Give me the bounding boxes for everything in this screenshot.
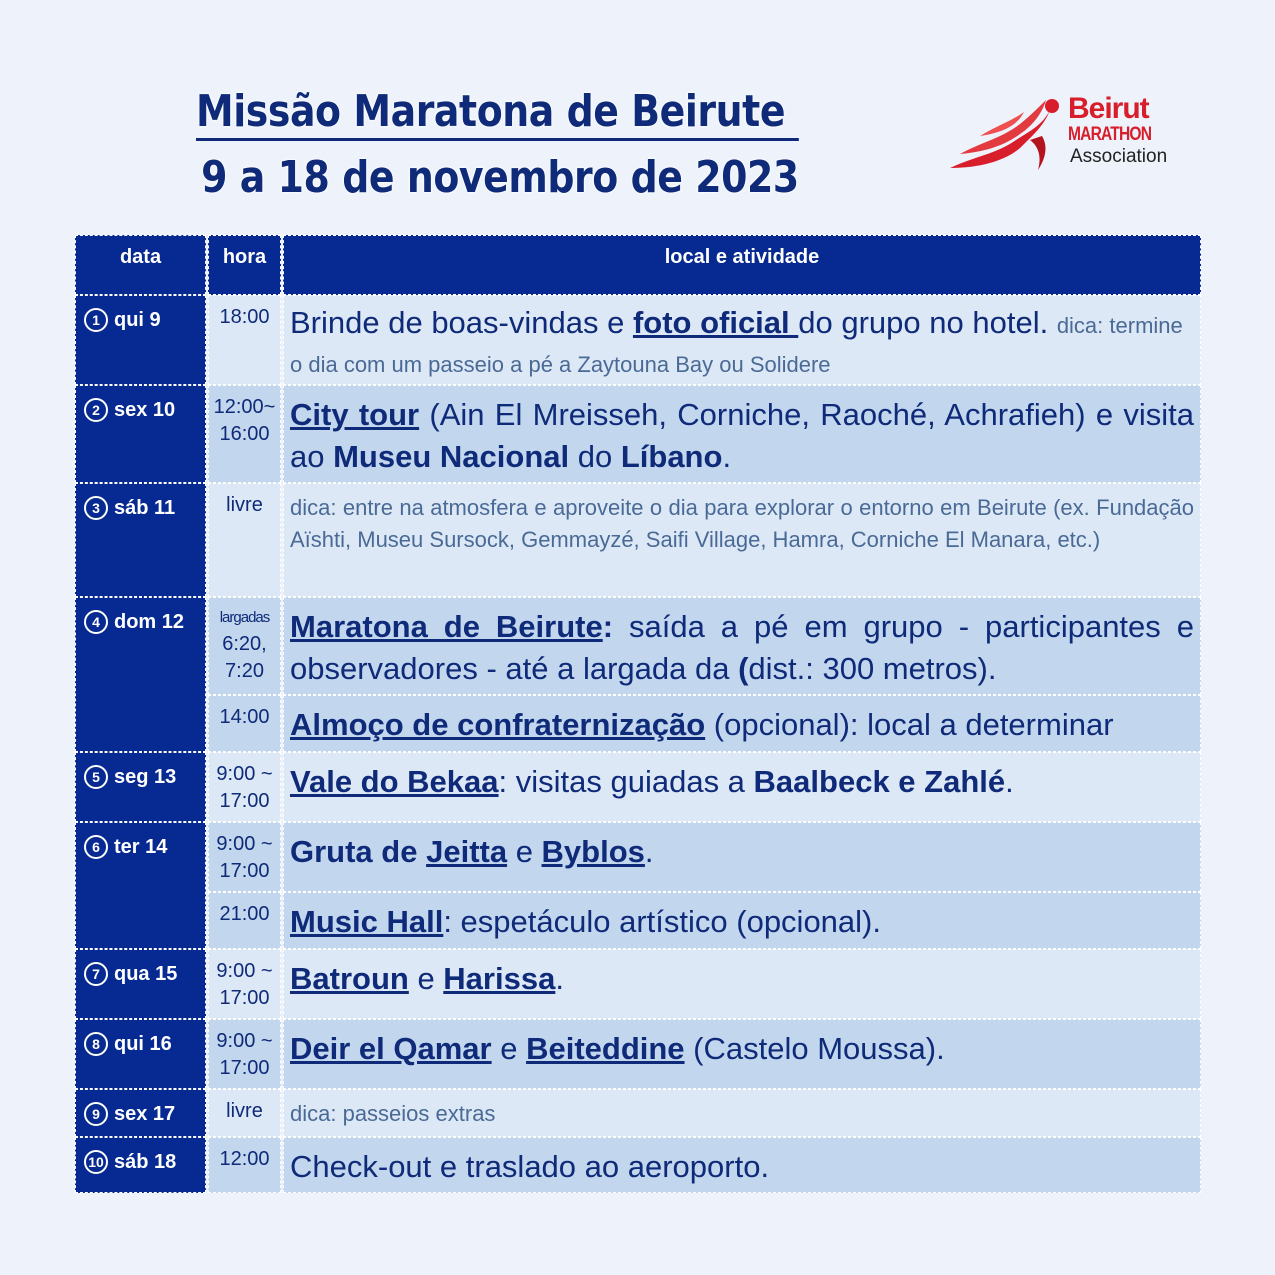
activity-cell — [283, 597, 1201, 695]
day-number-badge: 5 — [84, 765, 108, 789]
activity-text: Gruta de — [290, 834, 427, 869]
time-label: 21:00 — [219, 903, 270, 925]
runner-flame-icon — [946, 96, 1066, 176]
date-cell — [75, 1137, 206, 1193]
activity-link: Deir el Qamar — [290, 1031, 492, 1066]
logo-text-beirut: Beirut — [1068, 92, 1149, 125]
time-cell — [208, 1089, 281, 1137]
activity-text: dist.: 300 metros). — [748, 651, 997, 686]
activity-cell — [283, 483, 1201, 597]
activity-link: Byblos — [541, 834, 645, 869]
activity-text: saída a pé em grupo - participantes e observadores - até a largada da — [290, 609, 1194, 686]
date-cell — [75, 597, 206, 752]
header-activity: local e atividade — [283, 235, 1201, 295]
date-cell — [75, 295, 206, 385]
day-number-badge: 1 — [84, 308, 108, 332]
activity-text: . — [644, 834, 654, 869]
time-label: 9:00 ~ — [216, 1030, 273, 1052]
time-label: largadas — [219, 609, 270, 626]
activity-tip: dica: termine o dia com um passeio a pé a Zaytouna Bay ou Solidere — [290, 313, 1183, 377]
date-cell — [75, 822, 206, 949]
table-row — [75, 949, 1201, 1019]
page-title — [196, 82, 799, 208]
time-label: 17:00 — [219, 1057, 270, 1079]
activity-link: Almoço de confraternização — [290, 707, 706, 742]
day-number-badge: 6 — [84, 835, 108, 859]
time-label: 6:20, — [222, 633, 267, 655]
activity-text: . — [555, 961, 564, 996]
activity-link: Music Hall — [290, 904, 444, 939]
time-cell — [208, 385, 281, 483]
time-cell — [208, 752, 281, 822]
activity-link: Harissa — [443, 961, 556, 996]
day-number-badge: 10 — [84, 1150, 108, 1174]
day-label: sáb 11 — [114, 497, 176, 519]
activity-cell — [283, 822, 1201, 892]
table-row — [75, 385, 1201, 483]
activity-cell — [283, 295, 1201, 385]
activity-highlight: Baalbeck e Zahlé — [753, 764, 1006, 799]
day-number-badge: 7 — [84, 962, 108, 986]
activity-tip: dica: entre na atmosfera e aproveite o dia para explorar o entorno em Beirute (ex. Fundação Aïshti, Museu Sursock, Gemmayzé, Saifi Village, Hamra, Corniche El Manara, etc.) — [290, 495, 1194, 552]
time-cell — [208, 597, 281, 695]
activity-cell — [283, 949, 1201, 1019]
activity-text: Brinde de boas-vindas e — [290, 305, 633, 340]
activity-text: : — [602, 609, 614, 644]
time-cell — [208, 949, 281, 1019]
time-cell — [208, 295, 281, 385]
day-label: sáb 18 — [114, 1151, 177, 1173]
activity-link: Jeitta — [426, 834, 508, 869]
time-label: 17:00 — [219, 860, 270, 882]
activity-link: foto oficial — [632, 305, 799, 340]
beirut-marathon-logo — [946, 92, 1186, 182]
time-cell — [208, 1019, 281, 1089]
date-cell — [75, 949, 206, 1019]
date-cell — [75, 1019, 206, 1089]
time-label: 12:00~ — [213, 396, 276, 418]
day-number-badge: 9 — [84, 1102, 108, 1126]
time-cell — [208, 483, 281, 597]
day-number-badge: 4 — [84, 610, 108, 634]
header-time: hora — [208, 235, 281, 295]
activity-cell — [283, 1137, 1201, 1193]
activity-cell — [283, 892, 1201, 949]
activity-cell — [283, 695, 1201, 752]
activity-cell — [283, 1019, 1201, 1089]
day-label: sex 10 — [114, 399, 176, 421]
date-cell — [75, 1089, 206, 1137]
activity-cell — [283, 1089, 1201, 1137]
time-cell — [208, 695, 281, 752]
activity-text: (Castelo Moussa). — [684, 1031, 945, 1066]
time-cell — [208, 892, 281, 949]
time-label: 14:00 — [219, 706, 270, 728]
time-label: livre — [226, 494, 263, 516]
activity-link: Maratona de Beirute — [290, 609, 603, 644]
time-label: livre — [226, 1100, 263, 1122]
day-label: ter 14 — [114, 836, 168, 858]
activity-text: e — [491, 1031, 527, 1066]
date-cell — [75, 385, 206, 483]
table-row — [75, 1019, 1201, 1089]
activity-text: Check-out e traslado ao aeroporto. — [290, 1149, 770, 1184]
activity-text: e — [408, 961, 444, 996]
table-row — [75, 822, 1201, 949]
table-row — [75, 1089, 1201, 1137]
activity-link: City tour — [290, 397, 420, 432]
activity-tip: dica: passeios extras — [290, 1101, 496, 1126]
title-line-1: Missão Maratona de Beirute — [196, 86, 799, 141]
time-cell — [208, 1137, 281, 1193]
logo-text-association: Association — [1070, 146, 1168, 167]
day-number-badge: 2 — [84, 398, 108, 422]
table-row — [75, 752, 1201, 822]
activity-link: Vale do Bekaa — [290, 764, 499, 799]
activity-link: Beiteddine — [526, 1031, 685, 1066]
time-cell — [208, 822, 281, 892]
time-label: 9:00 ~ — [216, 763, 273, 785]
activity-text: (Ain El Mreisseh, Corniche, Raoché, Achrafieh) e visita ao — [290, 397, 1195, 474]
logo-text-marathon: MARATHON — [1068, 124, 1152, 145]
time-label: 12:00 — [219, 1148, 270, 1170]
table-row — [75, 1137, 1201, 1193]
activity-text: : espetáculo artístico (opcional). — [443, 904, 881, 939]
activity-highlight: Líbano — [620, 439, 723, 474]
time-label: 17:00 — [219, 790, 270, 812]
header-date: data — [75, 235, 206, 295]
time-label: 9:00 ~ — [216, 960, 273, 982]
table-row — [75, 483, 1201, 597]
time-label: 17:00 — [219, 987, 270, 1009]
table-row — [75, 295, 1201, 385]
title-line-2: 9 a 18 de novembro de 2023 — [201, 152, 799, 203]
date-cell — [75, 752, 206, 822]
activity-link: Batroun — [290, 961, 409, 996]
time-label: 9:00 ~ — [216, 833, 273, 855]
day-label: qui 9 — [114, 309, 161, 331]
activity-cell — [283, 385, 1201, 483]
activity-text: : visitas guiadas a — [498, 764, 754, 799]
day-number-badge: 8 — [84, 1032, 108, 1056]
activity-cell — [283, 752, 1201, 822]
table-header — [75, 235, 1201, 295]
day-label: qua 15 — [114, 963, 178, 985]
day-number-badge: 3 — [84, 496, 108, 520]
activity-highlight: Museu Nacional — [333, 439, 570, 474]
activity-text: (opcional): local a determinar — [705, 707, 1114, 742]
date-cell — [75, 483, 206, 597]
table-row — [75, 597, 1201, 752]
activity-text: ( — [738, 651, 749, 686]
activity-text: e — [507, 834, 542, 869]
activity-text: . — [722, 439, 732, 474]
time-label: 7:20 — [225, 660, 264, 682]
day-label: dom 12 — [114, 611, 185, 633]
activity-text: . — [1005, 764, 1014, 799]
day-label: sex 17 — [114, 1103, 176, 1125]
time-label: 16:00 — [219, 423, 270, 445]
activity-text: do — [569, 439, 621, 474]
activity-text: do grupo no hotel. — [798, 305, 1057, 340]
time-label: 18:00 — [219, 306, 270, 328]
day-label: qui 16 — [114, 1033, 172, 1055]
day-label: seg 13 — [114, 766, 177, 788]
